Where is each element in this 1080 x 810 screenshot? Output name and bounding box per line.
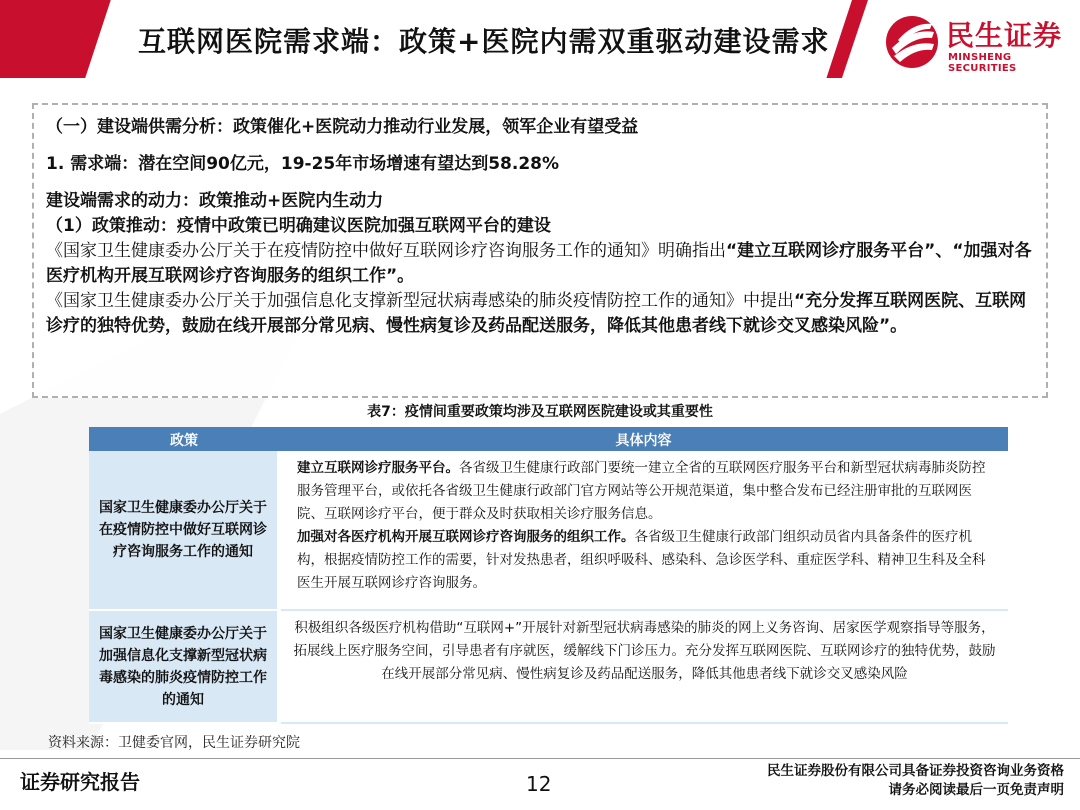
content-emphasis: 建立互联网诊疗服务平台。 — [297, 460, 459, 476]
footer-disclaimer — [694, 762, 1064, 800]
page-title: 互联网医院需求端：政策+医院内需双重驱动建设需求 — [138, 25, 830, 58]
page-header — [0, 0, 1080, 90]
content-emphasis: 加强对各医疗机构开展互联网诊疗咨询服务的组织工作。 — [297, 529, 635, 545]
demand-heading: 1. 需求端：潜在空间90亿元，19-25年市场增速有望达到58.28% — [46, 154, 560, 174]
policy-paragraph-2 — [46, 289, 1034, 339]
company-logo — [884, 12, 1074, 72]
paragraph-2-text: 《国家卫生健康委办公厅关于加强信息化支撑新型冠状病毒感染的肺炎疫情防控工作的通知》中提出 — [46, 291, 794, 311]
source-note: 资料来源：卫健委官网，民生证券研究院 — [48, 735, 300, 751]
content-text: 各省级卫生健康行政部门要统一建立全省的互联网医疗服务平台和新型冠状病毒肺炎防控服务管理平台，或依托各省级卫生健康行政部门官方网站等公开规范渠道，集中整合发布已经注册审批的互联网医院、互联网诊疗平台，便于群众及时获取相关诊疗服务信息。 — [297, 460, 986, 522]
paragraph-2-emphasis: “充分发挥互联网医院、互联网诊疗的独特优势，鼓励在线开展部分常见病、慢性病复诊及药品配送服务，降低其他患者线下就诊交叉感染风险”。 — [46, 291, 1027, 336]
content-cell — [281, 451, 1008, 611]
section-heading: （一）建设端供需分析：政策催化+医院动力推动行业发展，领军企业有望受益 — [46, 117, 639, 137]
paragraph-1-emphasis: “建立互联网诊疗服务平台”、“加强对各医疗机构开展互联网诊疗咨询服务的组织工作”。 — [46, 241, 1032, 286]
logo-text-cn: 民生证券 — [946, 19, 1063, 52]
analysis-box — [32, 103, 1048, 398]
footer-divider — [0, 758, 1080, 759]
policy-cell: 国家卫生健康委办公厅关于加强信息化支撑新型冠状病毒感染的肺炎疫情防控工作的通知 — [89, 611, 279, 724]
content-text: 积极组织各级医疗机构借助“互联网+”开展针对新型冠状病毒感染的肺炎的网上义务咨询、居家医学观察指导等服务，拓展线上医疗服务空间，引导患者有序就医，缓解线下门诊压力。充分发挥互联网医院、互联网诊疗的独特优势，鼓励在线开展部分常见病、慢性病复诊及药品配送服务，降低其他患者线下就诊交叉感染风险 — [293, 620, 996, 682]
content-cell — [281, 611, 1008, 724]
footer-report-label: 证券研究报告 — [20, 770, 140, 794]
table-row — [89, 451, 1008, 611]
policy-paragraph-1 — [46, 239, 1034, 289]
table-header-row — [89, 427, 1008, 451]
paragraph-1-text: 《国家卫生健康委办公厅关于在疫情防控中做好互联网诊疗咨询服务工作的通知》明确指出 — [46, 241, 726, 261]
table-row — [89, 611, 1008, 724]
policy-heading: （1）政策推动：疫情中政策已明确建议医院加强互联网平台的建设 — [46, 216, 551, 236]
disclaimer-line-1: 民生证券股份有限公司具备证券投资咨询业务资格 — [767, 763, 1064, 779]
page-number: 12 — [526, 772, 552, 796]
policy-cell: 国家卫生健康委办公厅关于在疫情防控中做好互联网诊疗咨询服务工作的通知 — [89, 451, 279, 611]
header-policy: 政策 — [170, 433, 198, 449]
disclaimer-line-2: 请务必阅读最后一页免责声明 — [888, 782, 1064, 798]
driver-heading: 建设端需求的动力：政策推动+医院内生动力 — [46, 191, 384, 211]
table-caption: 表7：疫情间重要政策均涉及互联网医院建设或其重要性 — [367, 404, 713, 420]
minsheng-logo-icon — [884, 14, 940, 70]
logo-text-en: MINSHENG SECURITIES — [948, 52, 1017, 74]
header-content: 具体内容 — [615, 433, 672, 449]
policy-table — [89, 427, 1008, 724]
content-text: 各省级卫生健康行政部门组织动员省内具备条件的医疗机构，根据疫情防控工作的需要，针对发热患者，组织呼吸科、感染科、急诊医学科、重症医学科、精神卫生科及全科医生开展互联网诊疗咨询服务。 — [297, 529, 986, 591]
